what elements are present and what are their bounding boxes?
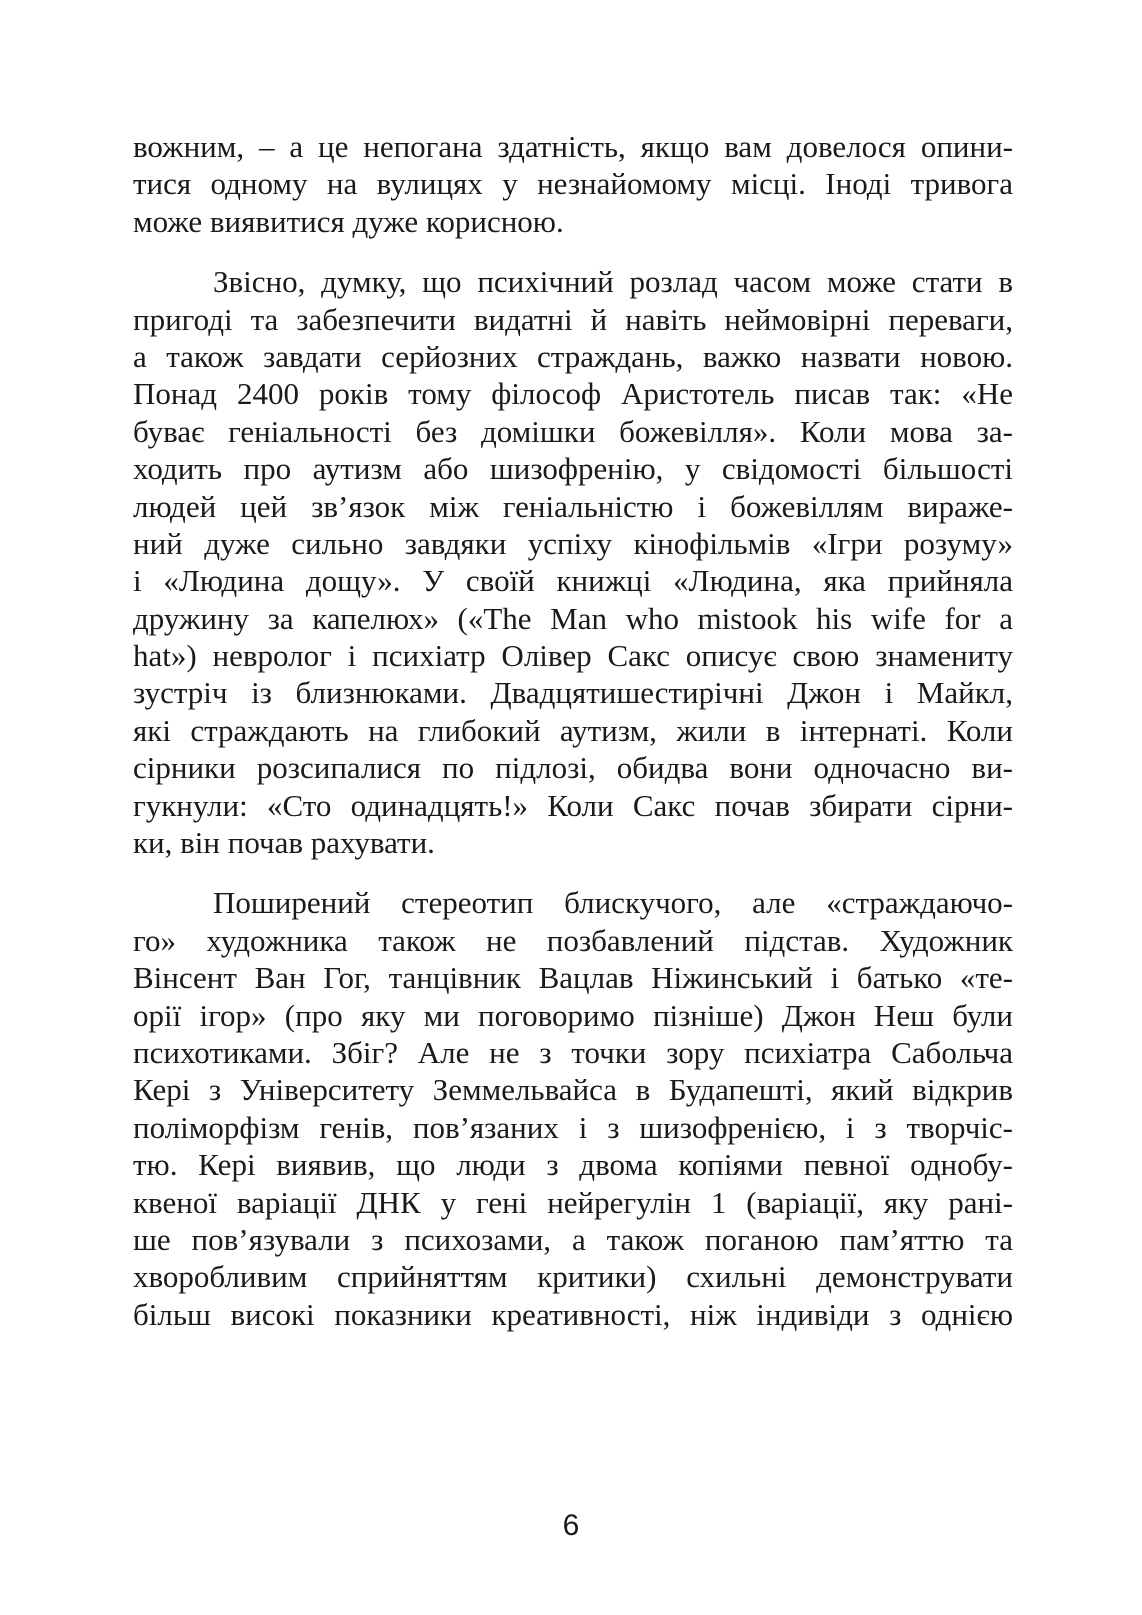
text-line: психотиками. Збіг? Але не з точки зору психіатра Сабольча (133, 1034, 1013, 1070)
text-line: вожним, – а це непогана здатність, якщо вам довелося опини- (133, 129, 1013, 164)
text-line: і «Людина дощу». У своїй книжці «Людина, яка прийняла (133, 563, 1013, 599)
text-line: ки, він почав рахувати. (133, 825, 435, 861)
text-line: Кері з Університету Земмельвайса в Будапешті, який відкрив (133, 1072, 1013, 1108)
paragraph-2 (133, 263, 1013, 861)
text-line: ше пов’язували з психозами, а також поганою пам’яттю та (133, 1221, 1013, 1257)
text-line: сірники розсипалися по підлозі, обидва вони одночасно ви- (133, 750, 1013, 786)
paragraph-gap (133, 861, 1013, 884)
text-line: го» художника також не позбавлений підстав. Художник (133, 922, 1013, 958)
text-line: квеної варіації ДНК у гені нейрегулін 1 (варіації, яку рані- (133, 1184, 1013, 1220)
text-line: дружину за капелюх» («The Man who mistook his wife for a (133, 600, 1013, 636)
text-line: Понад 2400 років тому філософ Аристотель писав так: «Не (133, 376, 1013, 412)
text-line: хворобливим сприйняттям критики) схильні демонструвати (133, 1259, 1013, 1295)
paragraph-1 (133, 128, 1013, 240)
text-line: ний дуже сильно завдяки успіху кінофільмів «Ігри розуму» (133, 525, 1013, 561)
text-line: більш високі показники креативності, ніж індивіди з однією (133, 1296, 1013, 1332)
text-line: пригоді та забезпечити видатні й навіть неймовірні переваги, (133, 301, 1013, 337)
text-line: Вінсент Ван Гог, танцівник Вацлав Ніжинський і батько «те- (133, 960, 1013, 996)
text-line: hat») невролог і психіатр Олівер Сакс описує свою знамениту (133, 638, 1013, 674)
text-line: орії ігор» (про яку ми поговоримо пізніше) Джон Неш були (133, 997, 1013, 1033)
page-body (133, 128, 1013, 1333)
text-line: ходить про аутизм або шизофренію, у свідомості більшості (133, 451, 1013, 487)
text-line: може виявитися дуже корисною. (133, 203, 564, 239)
text-line: гукнули: «Сто одинадцять!» Коли Сакс почав збирати сірни- (133, 787, 1013, 823)
text-line: людей цей зв’язок між геніальністю і божевіллям вираже- (133, 488, 1013, 524)
text-line: поліморфізм генів, пов’язаних і з шизофренією, і з творчіс- (133, 1109, 1013, 1145)
paragraph-gap (133, 240, 1013, 263)
text-line: тися одному на вулицях у незнайомому місці. Іноді тривога (133, 166, 1013, 202)
paragraph-3 (133, 884, 1013, 1333)
text-line: Поширений стереотип блискучого, але «страждаючо- (213, 885, 1013, 921)
text-line: буває геніальності без домішки божевілля». Коли мова за- (133, 413, 1013, 449)
text-line: а також завдати серйозних страждань, важко назвати новою. (133, 338, 1013, 374)
text-line: Звісно, думку, що психічний розлад часом може стати в (213, 264, 1013, 300)
text-line: тю. Кері виявив, що люди з двома копіями певної однобу- (133, 1147, 1013, 1183)
page-number: 6 (562, 1509, 580, 1542)
text-line: зустріч із близнюками. Двадцятишестирічні Джон і Майкл, (133, 675, 1013, 711)
text-line: які страждають на глибокий аутизм, жили в інтернаті. Коли (133, 712, 1013, 748)
